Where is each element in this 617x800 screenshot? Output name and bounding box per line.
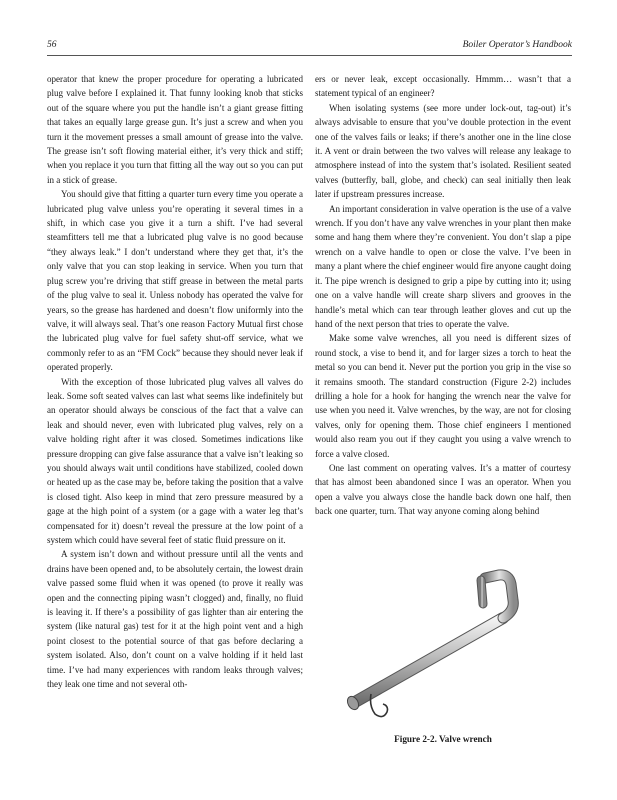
paragraph: operator that knew the proper procedure for operating a lubricated plug valve before I explained it. That funny looking knob that sticks out of the square where you put the handle isn’t a giant grease fitting that takes an equally large grease gun. It’s just a screw and when you turn it the movement presses a small amount of grease into the valve. The grease isn’t soft flowing material either, it’s very thick and stiff; when you replace it you turn that fitting all the way out so you can put in a stick of grease. (47, 74, 303, 185)
figure-valve-wrench (315, 556, 571, 732)
paragraph: ers or never leak, except occasionally. Hmmm… wasn’t that a statement typical of an engineer? (315, 74, 571, 99)
book-title: Boiler Operator’s Handbook (462, 40, 572, 50)
paragraph: Make some valve wrenches, all you need is different sizes of round stock, a vise to bend it, and for larger sizes a torch to heat the metal so you can bend it. Never put the portion you grip in the vise so it remains smooth. The standard construction (Figure 2-2) includes drilling a hole for a hook for hanging the wrench near the valve for use when you need it. Valve wrenches, by the way, are not for closing valves, only for opening them. Those chief engineers I mentioned would also ream you out if they caught you using a valve wrench to force a valve closed. (315, 333, 571, 459)
paragraph: An important consideration in valve operation is the use of a valve wrench. If you don’t have any valve wrenches in your plant then make some and hang them where they’re convenient. You don’t slap a pipe wrench on a valve handle to open or close the valve. I’ve been in many a plant where the chief engineer would fire anyone caught doing it. The pipe wrench is designed to grip a pipe by cutting into it; using one on a valve handle will create sharp slivers and grooves in the handle’s metal which can tear through leather gloves and cut up the hand of the next person that tries to operate the valve. (315, 203, 571, 329)
figure-caption: Figure 2-2. Valve wrench (394, 734, 492, 744)
paragraph: One last comment on operating valves. It’s a matter of courtesy that has almost been abandoned since I was an operator. When you open a valve you always close the handle back down one half, then back one quarter, turn. That way anyone coming along behind (315, 462, 571, 517)
paragraph: With the exception of those lubricated plug valves all valves do leak. Some soft seated valves can last what seems like indefinitely but an operator should always be conscious of the fact that a valve can leak and should never, even with lubricated plug valves, rely on a valve holding right after it was closed. Sometimes indications like pressure dropping can give false assurance that a valve isn’t leaking so you should always wait until conditions have stabilized, cooled down or heated up as the case may be, before taking the position that a valve is closed tight. Also keep in mind that zero pressure measured by a gage at the high point of a system (or a gage with a water leg that’s compensated for it) doesn’t reveal the pressure at the low point of a system which could have several feet of static fluid pressure on it. (47, 376, 303, 545)
page-number: 56 (47, 40, 57, 50)
paragraph: When isolating systems (see more under lock-out, tag-out) it’s always advisable to ensure that you’ve double protection in the event one of the valves fails or leaks; if there’s another one in the line close it. A vent or drain between the two valves will release any leakage to atmosphere instead of into the system that’s isolated. Resilient seated valves (butterfly, ball, globe, and check) can seal initially then leak later if upstream pressures increase. (315, 102, 571, 200)
header-rule (47, 55, 572, 56)
paragraph: You should give that fitting a quarter turn every time you operate a lubricated plug valve unless you’re operating it several times in a shift, in which case you give it a turn a shift. I’ve had several steamfitters tell me that a lubricated plug valve is no good because “they always leak.” I don’t understand where they get that, it’s the only valve that you can stop leaking in service. When you turn that plug screw you’re driving that stiff grease in between the metal parts of the plug valve to seal it. Unless nobody has operated the valve for years, so the grease has hardened and doesn’t flow uniformly into the valve, it will always seal. That’s one reason Factory Mutual first chose the lubricated plug valve for fuel safety shut-off service, what we commonly refer to as an “FM Cock” because they should never leak if operated properly. (47, 189, 303, 373)
right-column (315, 72, 571, 542)
valve-wrench-icon (315, 556, 571, 732)
running-header (47, 40, 572, 54)
left-column (47, 72, 303, 756)
paragraph: A system isn’t down and without pressure until all the vents and drains have been opened and, to be absolutely certain, the lowest drain valve passed some fluid when it was opened (to prove it really was open and the connecting piping wasn’t clogged) and, finally, no fluid is leaving it. If there’s a possibility of gas lighter than air entering the system (like natural gas) test for it at the high point vent and a high point closest to the potential source of that gas before declaring a system isolated. Also, don’t count on a valve holding if it held last time. I’ve had many experiences with random leaks through valves; they leak one time and not several oth- (47, 549, 303, 690)
